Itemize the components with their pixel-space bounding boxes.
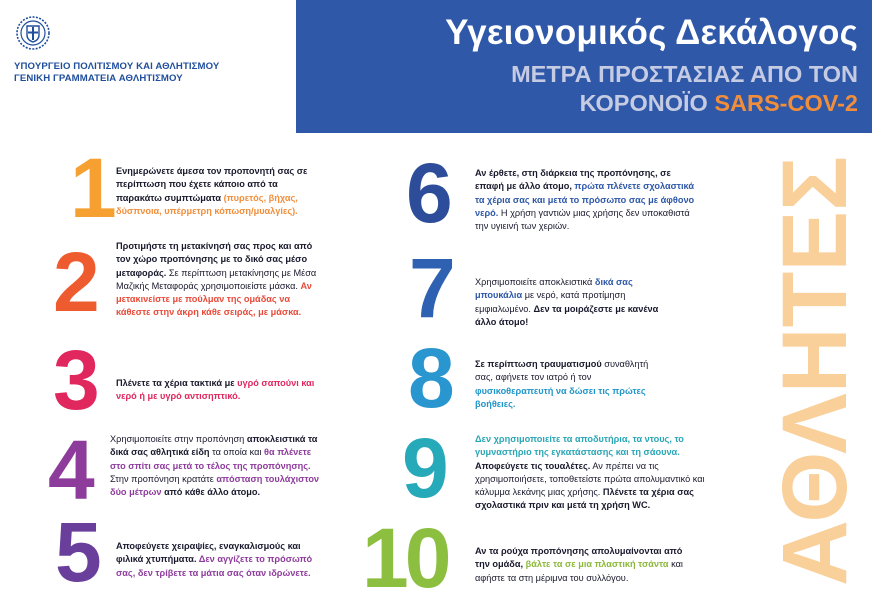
subtitle-line-2-prefix: ΚΟΡΟΝΟΪΟ [579, 90, 715, 116]
rule-text-segment: δικά σας μπουκάλια [475, 277, 633, 301]
rule-text [475, 358, 659, 411]
rule-text-segment: Δεν τα μοιράζεστε με κανένα άλλο άτομο! [475, 303, 659, 327]
rule-text [116, 240, 324, 320]
rule-text-segment: Χρησιμοποιείτε στην προπόνηση [110, 434, 247, 444]
rule-text-segment: συναθλητή σας, αφήνετε τον ιατρό ή τον [475, 359, 649, 383]
rule-text-segment: Χρησιμοποιείτε αποκλειστικά [475, 277, 595, 287]
rule-text-segment: τα οποία και [209, 447, 265, 458]
rule-text-segment: Σε περίπτωση τραυματισμού [475, 359, 602, 369]
rule-text [116, 165, 322, 218]
ministry-line-2: ΓΕΝΙΚΗ ΓΡΑΜΜΑΤΕΙΑ ΑΘΛΗΤΙΣΜΟΥ [14, 73, 183, 84]
rule-text-segment: Στην προπόνηση κρατάτε [110, 473, 217, 484]
rule-text-segment: Αν μετακινείστε με πούλμαν της ομάδας να κάθεστε στην άκρη κάθε σειράς, με μάσκα. [116, 280, 312, 318]
rule-text-segment: αποκλειστικά τα δικά σας αθλητικά είδη [110, 434, 318, 458]
virus-name: SARS-COV-2 [714, 90, 858, 116]
rule-number: 8 [408, 331, 451, 425]
rule-text-segment: υγρό σαπούνι και νερό ή με υγρό αντισηπτικό. [116, 378, 315, 402]
rule-text [110, 433, 324, 499]
rule-text-segment: από κάθε άλλο άτομο. [161, 487, 261, 498]
rule-text [475, 545, 699, 585]
rule-text-segment: Πλένετε τα χέρια τακτικά με [116, 378, 238, 388]
rule-number: 7 [409, 241, 452, 335]
athletes-word: ΑΘΛΗΤΕΣ [764, 152, 860, 586]
rule-number: 5 [55, 505, 98, 599]
rule-text [475, 167, 697, 233]
title-banner [296, 0, 872, 133]
athletes-vertical-label [760, 150, 860, 590]
rule-text-segment: Πλένετε τα χέρια σας σχολαστικά πριν και μετά τη χρήση WC. [475, 487, 694, 511]
rule-text [475, 276, 661, 329]
rule-number: 6 [406, 146, 449, 240]
rule-text [116, 377, 326, 404]
rule-text-segment: Αποφεύγετε χειραψίες, εναγκαλισμούς και φιλικά χτυπήματα. [116, 541, 301, 565]
rule-number: 9 [402, 421, 445, 515]
rule-text [116, 540, 328, 580]
ministry-header [0, 0, 296, 133]
rule-text [475, 433, 715, 513]
greek-emblem-icon [16, 16, 50, 50]
rule-text-segment: Αποφεύγετε τις τουαλέτες. [475, 460, 591, 471]
rule-text-segment: Δεν αγγίζετε το πρόσωπό σας, δεν τρίβετε τα μάτια σας όταν ιδρώνετε. [116, 554, 313, 578]
rule-text-segment: (πυρετός, βήχας, δύσπνοια, υπέρμετρη κόπωση/μυαλγίες). [116, 192, 298, 216]
rule-number: 2 [53, 235, 96, 329]
ministry-name [14, 61, 219, 85]
rule-number: 3 [53, 333, 96, 427]
rule-text-segment: πρώτα πλένετε σχολαστικά τα χέρια σας και μετά το πρόσωπο σας με άφθονο νερό. [475, 181, 695, 218]
rule-text-segment: Αν έρθετε, στη διάρκεια της προπόνησης, σε επαφή με άλλο άτομο, [475, 168, 671, 192]
page-title: Υγειονομικός Δεκάλογος [445, 13, 858, 52]
rule-number: 4 [48, 423, 91, 517]
rule-text-segment: Προτιμήστε τη μετακίνησή σας προς και από τον χώρο προπόνησης με το δικό σας μέσο μεταφοράς. [116, 241, 313, 278]
page-subtitle [511, 60, 858, 118]
rule-text-segment: απόσταση τουλάχιστον δύο μέτρων [110, 473, 320, 498]
rule-text-segment: φυσικοθεραπευτή να δώσει τις πρώτες βοήθειες. [475, 385, 646, 409]
rule-number: 10 [362, 511, 448, 605]
rule-text-segment: Αν πρέπει να τις χρησιμοποιήσετε, τοποθετείστε πρώτα απολυμαντικό και κάλυμμα λεκάνης μιας χρήσης. [475, 460, 705, 498]
subtitle-line-2 [511, 89, 858, 118]
rule-text-segment: θα πλένετε στο σπίτι σας μετά το τέλος της προπόνησης. [110, 447, 312, 471]
rule-text-segment: Ενημερώνετε άμεσα τον προπονητή σας σε περίπτωση που έχετε κάποιο από τα παρακάτω συμπτώματα [116, 166, 308, 203]
subtitle-line-1: ΜΕΤΡΑ ΠΡΟΣΤΑΣΙΑΣ ΑΠΟ ΤΟΝ [511, 61, 858, 87]
rule-text-segment: βάλτε τα σε μια πλαστική τσάντα [525, 559, 669, 570]
rule-text-segment: και αφήστε τα στη μέριμνα του συλλόγου. [475, 559, 683, 583]
rule-text-segment: Σε περίπτωση μετακίνησης με Μέσα Μαζικής Μεταφοράς χρησιμοποιείστε μάσκα. [116, 267, 317, 291]
rule-text-segment: Δεν χρησιμοποιείτε τα αποδυτήρια, τα ντους, το γυμναστήριο της εγκατάστασης και τη σάουνα. [475, 434, 684, 458]
rule-text-segment: Αν τα ρούχα προπόνησης απολυμαίνονται από την ομάδα, [475, 546, 683, 570]
rule-text-segment: Η χρήση γαντιών μιας χρήσης δεν υποκαθιστά την υγιεινή των χεριών. [475, 207, 690, 232]
ministry-line-1: ΥΠΟΥΡΓΕΙΟ ΠΟΛΙΤΙΣΜΟΥ ΚΑΙ ΑΘΛΗΤΙΣΜΟΥ [14, 61, 220, 72]
rule-text-segment: με νερό, κατά προτίμηση εμφιαλωμένο. [475, 290, 626, 314]
rule-number: 1 [70, 141, 113, 235]
